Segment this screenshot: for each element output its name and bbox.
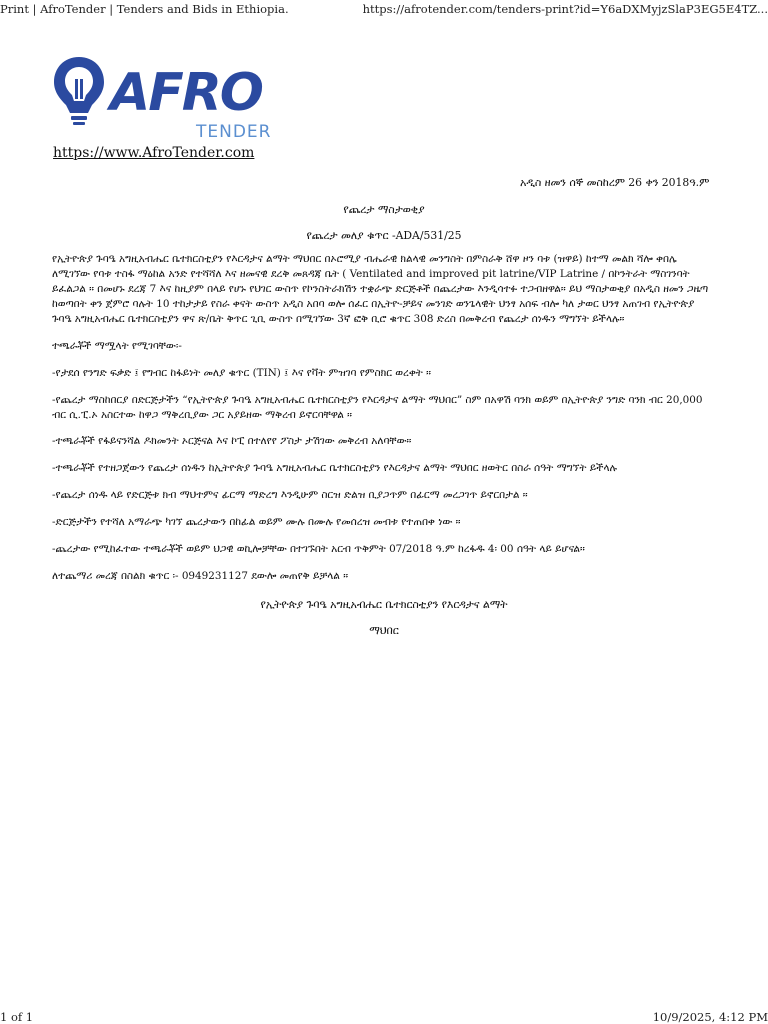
publication-date: አዲስ ዘመን ሰኞ መስከረም 26 ቀን 2018ዓ.ም xyxy=(520,176,710,189)
requirement-item: -ተጫራቾች የተዘጋጀውን የጨረታ ሰነዱን ከኢትዮጵያ ጉባዔ አግዚአብሔር ቤተክርስቲያን የእርዳታና ልማት ማህበር ዘወትር በስራ ሰዓት ማግኘት ይችላሉ xyxy=(52,462,617,474)
print-footer-page-count: 1 of 1 xyxy=(0,1010,34,1024)
requirement-item: -የጨረታ ማስከበርያ በድርጅታችን “የኢትዮጵያ ጉባዔ አግዚአብሔር ቤተክርስቲያን የእርዳታና ልማት ማህበር” ስም በአዋሽ ባንክ ወይም በኢትዮጵያ ንግድ ባንክ ብር 20,000 ብር ሲ.ፒ.ኦ አስርተው ከዋጋ ማቅረቢያው ጋር አያይዘው ማቅረብ ይኖርባቸዋል ። xyxy=(52,394,703,421)
requirement-item: -የጨረታ ሰነዱ ላይ የድርጅቱ ክብ ማህተምና ፊርማ ማድረግ እንዲሁም ስርዝ ድልዝ ቢያጋጥም በፊርማ መረጋገጥ ይኖርበታል ። xyxy=(52,489,528,501)
signature-organization: የኢትዮጵያ ጉባዔ አግዚአብሔር ቤተክርስቲያን የእርዳታና ልማት xyxy=(260,598,508,611)
afrotender-website-link[interactable]: https://www.AfroTender.com xyxy=(53,145,255,161)
bulb-pin-icon xyxy=(54,57,104,125)
signature-organization-cont: ማህበር xyxy=(369,624,399,637)
print-header-url: https://afrotender.com/tenders-print?id=Y6aDXMyjzSlaP3EG5E4TZ... xyxy=(362,2,768,16)
contact-line: ለተጨማሪ መረጃ በስልክ ቁጥር ፡- 0949231127 ደውሎ መጠየቅ ይቻላል ። xyxy=(52,570,349,582)
logo-word-tender: TENDER xyxy=(196,122,272,142)
intro-paragraph: የኢትዮጵያ ጉባዔ አግዚአብሔር ቤተክርስቲያን የእርዳታና ልማት ማህበር በኦሮሚያ ብሔራዊ ክልላዊ መንግስት በምስራቅ ሸዋ ዞን ባቱ (ዝዋይ) ከተማ መልክ ሻሎ ቀበሌ ለሚገኘው የባቱ ተስፋ ማዕከል አንድ የተሻሻለ እና ዘመናዊ ደረቅ መጸዳጃ ቤት ( Ventilated and improved pit latrine/VIP Latrine / በኮንትራት ማስገንባት ይፈልጋል ። በመሆኑ ደረጃ 7 እና ከዚያም በላይ የሆኑ የህገር ውስጥ የኮንስትራክሽን ተቋራጭ ድርጅቶች በጨረታው እንዲሳተፉ ተጋብዘዋል። ይህ ማስታወቂያ በአዲስ ዘመን ጋዜጣ ከወጣበት ቀን ጀምሮ ባሉት 10 ተከታታይ የስራ ቀናት ውስጥ አዲስ አበባ ወሎ ሰፈር በኢትዮ-ቻይና መንገድ ወንጌላዊት ህንፃ አሰፍ ብሎ ካለ ታወር ህንፃ አጠገብ የኢትዮጵያ ጉባዔ አግዚአብሔር ቤተክርስቲያን ዋና ጽ/ቤት ቅጥር ጊቢ ውስጥ በሚገኘው 3ኛ ፎቅ ቢሮ ቁጥር 308 ድረስ በመቅረብ የጨረታ ሰነዱን ማግኘት ይችላሉ። xyxy=(52,253,709,325)
afrotender-logo xyxy=(52,55,277,143)
notice-intro xyxy=(52,252,712,327)
requirement-item: -የታደሰ የንግድ ፍቃድ ፤ የግብር ከፋይነት መለያ ቁጥር (TIN) ፤ እና የቫት ምዝገባ የምስክር ወረቀት ። xyxy=(52,367,431,379)
tender-number: የጨረታ መለያ ቁጥር -ADA/531/25 xyxy=(306,229,462,242)
print-header-title: Print | AfroTender | Tenders and Bids in Ethiopia. xyxy=(0,2,289,16)
print-footer-timestamp: 10/9/2025, 4:12 PM xyxy=(652,1010,768,1024)
requirement-item: -ተጫራቾች የፋይናንሻል ዶክመንት ኦርጅናል እና ኮፒ በተለየየ ፖስታ ታሽገው መቅረብ አለባቸው። xyxy=(52,435,412,447)
logo-word-afro: AFRO xyxy=(110,63,263,123)
requirement-item: -ጨረታው የሚከፈተው ተጫራቾች ወይም ህጋዊ ወኪሎቻቸው በተገኙበት አርብ ጥቅምት 07/2018 ዓ.ም ከረፋዱ 4፡ 00 ሰዓት ላይ ይሆናል። xyxy=(52,543,585,555)
requirement-item: -ድርጅታችን የተሻለ አማራጭ ካገኘ ጨረታውን በከፊል ወይም ሙሉ በሙሉ የመሰረዝ መብቱ የተጠበቀ ነው ። xyxy=(52,516,461,528)
afrotender-logo-graphic xyxy=(52,55,277,143)
notice-heading: የጨረታ ማስታወቂያ xyxy=(343,203,425,216)
requirements-title: ተጫራቾች ማሟላት የሚገባቸው፡- xyxy=(52,340,182,352)
